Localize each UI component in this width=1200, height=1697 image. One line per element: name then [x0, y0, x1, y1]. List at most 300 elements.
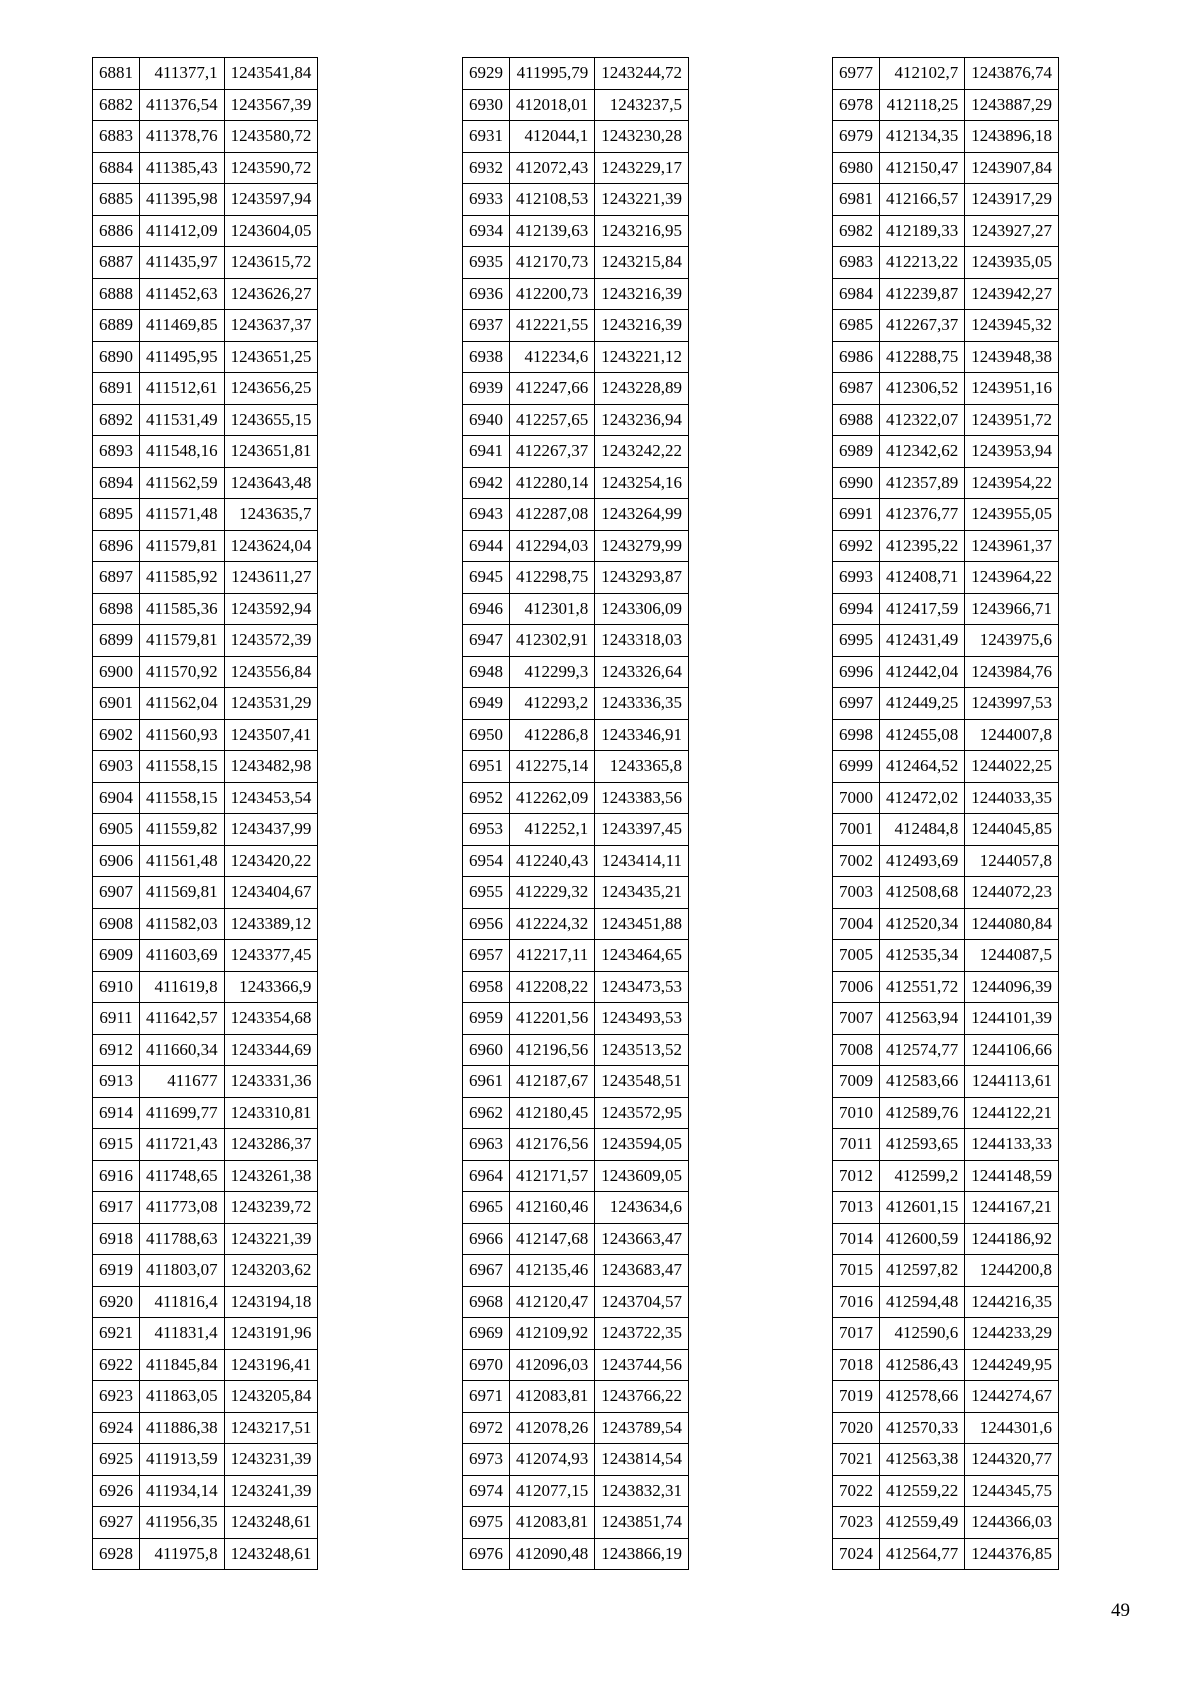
table-row [463, 152, 689, 184]
point-number-cell: 6991 [833, 499, 880, 531]
y-coordinate-cell: 1243306,09 [595, 593, 689, 625]
table-row [833, 751, 1059, 783]
point-number-cell: 7004 [833, 908, 880, 940]
point-number-cell: 6911 [93, 1003, 140, 1035]
x-coordinate-cell: 411831,4 [140, 1318, 225, 1350]
table-row [833, 971, 1059, 1003]
x-coordinate-cell: 411412,09 [140, 215, 225, 247]
table-row [833, 814, 1059, 846]
x-coordinate-cell: 412578,66 [880, 1381, 965, 1413]
table-row [463, 58, 689, 90]
y-coordinate-cell: 1243704,57 [595, 1286, 689, 1318]
x-coordinate-cell: 412224,32 [510, 908, 595, 940]
y-coordinate-cell: 1243961,37 [965, 530, 1059, 562]
point-number-cell: 6890 [93, 341, 140, 373]
point-number-cell: 6998 [833, 719, 880, 751]
table-row [833, 625, 1059, 657]
y-coordinate-cell: 1243948,38 [965, 341, 1059, 373]
table-row [833, 247, 1059, 279]
point-number-cell: 6919 [93, 1255, 140, 1287]
point-number-cell: 6926 [93, 1475, 140, 1507]
y-coordinate-cell: 1244080,84 [965, 908, 1059, 940]
point-number-cell: 6976 [463, 1538, 510, 1570]
point-number-cell: 6996 [833, 656, 880, 688]
y-coordinate-cell: 1243907,84 [965, 152, 1059, 184]
point-number-cell: 7005 [833, 940, 880, 972]
y-coordinate-cell: 1243975,6 [965, 625, 1059, 657]
point-number-cell: 6938 [463, 341, 510, 373]
y-coordinate-cell: 1243404,67 [224, 877, 318, 909]
y-coordinate-cell: 1243766,22 [595, 1381, 689, 1413]
x-coordinate-cell: 411469,85 [140, 310, 225, 342]
x-coordinate-cell: 411788,63 [140, 1223, 225, 1255]
table-row [833, 877, 1059, 909]
table-row [463, 1034, 689, 1066]
table-row [93, 1034, 318, 1066]
page-number: 49 [1111, 1600, 1130, 1621]
y-coordinate-cell: 1244133,33 [965, 1129, 1059, 1161]
point-number-cell: 6961 [463, 1066, 510, 1098]
y-coordinate-cell: 1244087,5 [965, 940, 1059, 972]
y-coordinate-cell: 1243236,94 [595, 404, 689, 436]
table-row [833, 1538, 1059, 1570]
y-coordinate-cell: 1243420,22 [224, 845, 318, 877]
x-coordinate-cell: 411531,49 [140, 404, 225, 436]
y-coordinate-cell: 1243244,72 [595, 58, 689, 90]
x-coordinate-cell: 412508,68 [880, 877, 965, 909]
x-coordinate-cell: 411585,92 [140, 562, 225, 594]
table-row [463, 467, 689, 499]
x-coordinate-cell: 411721,43 [140, 1129, 225, 1161]
y-coordinate-cell: 1243205,84 [224, 1381, 318, 1413]
y-coordinate-cell: 1244122,21 [965, 1097, 1059, 1129]
point-number-cell: 6906 [93, 845, 140, 877]
coordinate-table-2 [462, 57, 689, 1570]
x-coordinate-cell: 412417,59 [880, 593, 965, 625]
y-coordinate-cell: 1243507,41 [224, 719, 318, 751]
y-coordinate-cell: 1243626,27 [224, 278, 318, 310]
y-coordinate-cell: 1244249,95 [965, 1349, 1059, 1381]
x-coordinate-cell: 411558,15 [140, 782, 225, 814]
x-coordinate-cell: 411913,59 [140, 1444, 225, 1476]
point-number-cell: 6916 [93, 1160, 140, 1192]
point-number-cell: 6925 [93, 1444, 140, 1476]
point-number-cell: 6903 [93, 751, 140, 783]
y-coordinate-cell: 1244113,61 [965, 1066, 1059, 1098]
x-coordinate-cell: 411395,98 [140, 184, 225, 216]
table-row [833, 782, 1059, 814]
point-number-cell: 6921 [93, 1318, 140, 1350]
table-row [833, 278, 1059, 310]
point-number-cell: 6881 [93, 58, 140, 90]
x-coordinate-cell: 412187,67 [510, 1066, 595, 1098]
table-row [463, 1538, 689, 1570]
x-coordinate-cell: 412570,33 [880, 1412, 965, 1444]
x-coordinate-cell: 411579,81 [140, 530, 225, 562]
point-number-cell: 6997 [833, 688, 880, 720]
table-row [93, 908, 318, 940]
point-number-cell: 6950 [463, 719, 510, 751]
point-number-cell: 6977 [833, 58, 880, 90]
x-coordinate-cell: 412166,57 [880, 184, 965, 216]
table-row [93, 814, 318, 846]
table-row [463, 562, 689, 594]
y-coordinate-cell: 1243651,25 [224, 341, 318, 373]
y-coordinate-cell: 1243231,39 [224, 1444, 318, 1476]
x-coordinate-cell: 412176,56 [510, 1129, 595, 1161]
table-row [93, 877, 318, 909]
table-row [833, 656, 1059, 688]
point-number-cell: 6980 [833, 152, 880, 184]
point-number-cell: 6943 [463, 499, 510, 531]
x-coordinate-cell: 411886,38 [140, 1412, 225, 1444]
table-row [463, 1318, 689, 1350]
y-coordinate-cell: 1243789,54 [595, 1412, 689, 1444]
x-coordinate-cell: 411699,77 [140, 1097, 225, 1129]
y-coordinate-cell: 1244366,03 [965, 1507, 1059, 1539]
x-coordinate-cell: 412583,66 [880, 1066, 965, 1098]
y-coordinate-cell: 1243887,29 [965, 89, 1059, 121]
point-number-cell: 6884 [93, 152, 140, 184]
y-coordinate-cell: 1243435,21 [595, 877, 689, 909]
table-row [93, 1003, 318, 1035]
x-coordinate-cell: 412083,81 [510, 1507, 595, 1539]
table-row [93, 940, 318, 972]
x-coordinate-cell: 412442,04 [880, 656, 965, 688]
point-number-cell: 6908 [93, 908, 140, 940]
point-number-cell: 7013 [833, 1192, 880, 1224]
x-coordinate-cell: 412208,22 [510, 971, 595, 1003]
x-coordinate-cell: 411975,8 [140, 1538, 225, 1570]
point-number-cell: 6915 [93, 1129, 140, 1161]
table-row [463, 341, 689, 373]
point-number-cell: 6993 [833, 562, 880, 594]
point-number-cell: 6964 [463, 1160, 510, 1192]
table-row [463, 215, 689, 247]
x-coordinate-cell: 412213,22 [880, 247, 965, 279]
x-coordinate-cell: 412600,59 [880, 1223, 965, 1255]
point-number-cell: 6917 [93, 1192, 140, 1224]
point-number-cell: 6939 [463, 373, 510, 405]
table-row [833, 688, 1059, 720]
y-coordinate-cell: 1243556,84 [224, 656, 318, 688]
point-number-cell: 6886 [93, 215, 140, 247]
table-row [93, 1412, 318, 1444]
table-row [833, 940, 1059, 972]
x-coordinate-cell: 411558,15 [140, 751, 225, 783]
x-coordinate-cell: 412594,48 [880, 1286, 965, 1318]
x-coordinate-cell: 411816,4 [140, 1286, 225, 1318]
y-coordinate-cell: 1243377,45 [224, 940, 318, 972]
x-coordinate-cell: 411845,84 [140, 1349, 225, 1381]
point-number-cell: 7009 [833, 1066, 880, 1098]
x-coordinate-cell: 412160,46 [510, 1192, 595, 1224]
x-coordinate-cell: 412301,8 [510, 593, 595, 625]
table-row [463, 1066, 689, 1098]
point-number-cell: 7000 [833, 782, 880, 814]
y-coordinate-cell: 1243615,72 [224, 247, 318, 279]
x-coordinate-cell: 412563,94 [880, 1003, 965, 1035]
y-coordinate-cell: 1243493,53 [595, 1003, 689, 1035]
x-coordinate-cell: 412240,43 [510, 845, 595, 877]
y-coordinate-cell: 1243866,19 [595, 1538, 689, 1570]
table-row [833, 530, 1059, 562]
x-coordinate-cell: 412229,32 [510, 877, 595, 909]
table-row [93, 1286, 318, 1318]
table-row [463, 1412, 689, 1444]
point-number-cell: 6882 [93, 89, 140, 121]
point-number-cell: 6981 [833, 184, 880, 216]
y-coordinate-cell: 1243203,62 [224, 1255, 318, 1287]
y-coordinate-cell: 1243896,18 [965, 121, 1059, 153]
y-coordinate-cell: 1244096,39 [965, 971, 1059, 1003]
y-coordinate-cell: 1243604,05 [224, 215, 318, 247]
table-row [463, 1349, 689, 1381]
point-number-cell: 6960 [463, 1034, 510, 1066]
x-coordinate-cell: 411995,79 [510, 58, 595, 90]
table-row [93, 1097, 318, 1129]
point-number-cell: 6965 [463, 1192, 510, 1224]
y-coordinate-cell: 1243365,8 [595, 751, 689, 783]
point-number-cell: 7010 [833, 1097, 880, 1129]
point-number-cell: 6974 [463, 1475, 510, 1507]
point-number-cell: 6937 [463, 310, 510, 342]
y-coordinate-cell: 1243624,04 [224, 530, 318, 562]
y-coordinate-cell: 1243354,68 [224, 1003, 318, 1035]
point-number-cell: 6979 [833, 121, 880, 153]
table-row [463, 814, 689, 846]
point-number-cell: 6975 [463, 1507, 510, 1539]
point-number-cell: 6947 [463, 625, 510, 657]
point-number-cell: 6922 [93, 1349, 140, 1381]
point-number-cell: 6896 [93, 530, 140, 562]
table-row [833, 1066, 1059, 1098]
point-number-cell: 6968 [463, 1286, 510, 1318]
x-coordinate-cell: 412109,92 [510, 1318, 595, 1350]
point-number-cell: 7024 [833, 1538, 880, 1570]
x-coordinate-cell: 412376,77 [880, 499, 965, 531]
x-coordinate-cell: 411562,59 [140, 467, 225, 499]
y-coordinate-cell: 1244301,6 [965, 1412, 1059, 1444]
table-row [93, 593, 318, 625]
table-row [833, 1381, 1059, 1413]
table-row [463, 530, 689, 562]
x-coordinate-cell: 412559,22 [880, 1475, 965, 1507]
y-coordinate-cell: 1244101,39 [965, 1003, 1059, 1035]
y-coordinate-cell: 1243216,39 [595, 278, 689, 310]
table-row [833, 89, 1059, 121]
point-number-cell: 6897 [93, 562, 140, 594]
table-row [93, 751, 318, 783]
y-coordinate-cell: 1243935,05 [965, 247, 1059, 279]
point-number-cell: 6913 [93, 1066, 140, 1098]
point-number-cell: 6888 [93, 278, 140, 310]
y-coordinate-cell: 1243437,99 [224, 814, 318, 846]
table-row [463, 940, 689, 972]
point-number-cell: 6932 [463, 152, 510, 184]
y-coordinate-cell: 1243279,99 [595, 530, 689, 562]
table-row [93, 1066, 318, 1098]
table-row [463, 625, 689, 657]
x-coordinate-cell: 412294,03 [510, 530, 595, 562]
point-number-cell: 7008 [833, 1034, 880, 1066]
y-coordinate-cell: 1243951,72 [965, 404, 1059, 436]
x-coordinate-cell: 411603,69 [140, 940, 225, 972]
table-row [833, 404, 1059, 436]
x-coordinate-cell: 411561,48 [140, 845, 225, 877]
x-coordinate-cell: 412455,08 [880, 719, 965, 751]
y-coordinate-cell: 1243242,22 [595, 436, 689, 468]
y-coordinate-cell: 1243230,28 [595, 121, 689, 153]
point-number-cell: 7017 [833, 1318, 880, 1350]
x-coordinate-cell: 412280,14 [510, 467, 595, 499]
table-row [93, 1192, 318, 1224]
table-row [93, 278, 318, 310]
table-row [833, 1349, 1059, 1381]
x-coordinate-cell: 412551,72 [880, 971, 965, 1003]
y-coordinate-cell: 1243531,29 [224, 688, 318, 720]
x-coordinate-cell: 412139,63 [510, 215, 595, 247]
table-row [93, 971, 318, 1003]
point-number-cell: 7014 [833, 1223, 880, 1255]
y-coordinate-cell: 1243248,61 [224, 1538, 318, 1570]
y-coordinate-cell: 1243634,6 [595, 1192, 689, 1224]
point-number-cell: 6933 [463, 184, 510, 216]
table-row [93, 152, 318, 184]
point-number-cell: 6948 [463, 656, 510, 688]
x-coordinate-cell: 411619,8 [140, 971, 225, 1003]
y-coordinate-cell: 1243832,31 [595, 1475, 689, 1507]
table-row [463, 593, 689, 625]
y-coordinate-cell: 1243248,61 [224, 1507, 318, 1539]
point-number-cell: 7022 [833, 1475, 880, 1507]
x-coordinate-cell: 412408,71 [880, 562, 965, 594]
point-number-cell: 6918 [93, 1223, 140, 1255]
x-coordinate-cell: 412257,65 [510, 404, 595, 436]
point-number-cell: 6942 [463, 467, 510, 499]
y-coordinate-cell: 1243876,74 [965, 58, 1059, 90]
table-row [463, 1444, 689, 1476]
table-row [463, 688, 689, 720]
point-number-cell: 7015 [833, 1255, 880, 1287]
y-coordinate-cell: 1243237,5 [595, 89, 689, 121]
x-coordinate-cell: 411570,92 [140, 656, 225, 688]
x-coordinate-cell: 412170,73 [510, 247, 595, 279]
table-row [93, 1129, 318, 1161]
x-coordinate-cell: 411579,81 [140, 625, 225, 657]
x-coordinate-cell: 412096,03 [510, 1349, 595, 1381]
x-coordinate-cell: 412306,52 [880, 373, 965, 405]
point-number-cell: 6969 [463, 1318, 510, 1350]
x-coordinate-cell: 412102,7 [880, 58, 965, 90]
x-coordinate-cell: 412150,47 [880, 152, 965, 184]
point-number-cell: 6992 [833, 530, 880, 562]
y-coordinate-cell: 1243344,69 [224, 1034, 318, 1066]
point-number-cell: 6982 [833, 215, 880, 247]
point-number-cell: 6912 [93, 1034, 140, 1066]
y-coordinate-cell: 1243637,37 [224, 310, 318, 342]
table-row [463, 247, 689, 279]
x-coordinate-cell: 412472,02 [880, 782, 965, 814]
y-coordinate-cell: 1243326,64 [595, 656, 689, 688]
y-coordinate-cell: 1244033,35 [965, 782, 1059, 814]
x-coordinate-cell: 411548,16 [140, 436, 225, 468]
x-coordinate-cell: 411660,34 [140, 1034, 225, 1066]
y-coordinate-cell: 1243594,05 [595, 1129, 689, 1161]
y-coordinate-cell: 1243464,65 [595, 940, 689, 972]
x-coordinate-cell: 411385,43 [140, 152, 225, 184]
table-row [93, 625, 318, 657]
point-number-cell: 6994 [833, 593, 880, 625]
y-coordinate-cell: 1243336,35 [595, 688, 689, 720]
x-coordinate-cell: 412078,26 [510, 1412, 595, 1444]
y-coordinate-cell: 1243611,27 [224, 562, 318, 594]
table-row [833, 1286, 1059, 1318]
table-row [463, 310, 689, 342]
point-number-cell: 6963 [463, 1129, 510, 1161]
x-coordinate-cell: 412589,76 [880, 1097, 965, 1129]
point-number-cell: 7020 [833, 1412, 880, 1444]
x-coordinate-cell: 412118,25 [880, 89, 965, 121]
x-coordinate-cell: 412298,75 [510, 562, 595, 594]
x-coordinate-cell: 412234,6 [510, 341, 595, 373]
x-coordinate-cell: 412574,77 [880, 1034, 965, 1066]
table-row [833, 184, 1059, 216]
point-number-cell: 6900 [93, 656, 140, 688]
table-row [93, 247, 318, 279]
y-coordinate-cell: 1244233,29 [965, 1318, 1059, 1350]
x-coordinate-cell: 411956,35 [140, 1507, 225, 1539]
table-row [93, 215, 318, 247]
y-coordinate-cell: 1243917,29 [965, 184, 1059, 216]
y-coordinate-cell: 1243942,27 [965, 278, 1059, 310]
y-coordinate-cell: 1243221,39 [595, 184, 689, 216]
y-coordinate-cell: 1243548,51 [595, 1066, 689, 1098]
point-number-cell: 6891 [93, 373, 140, 405]
y-coordinate-cell: 1243597,94 [224, 184, 318, 216]
y-coordinate-cell: 1243473,53 [595, 971, 689, 1003]
point-number-cell: 6987 [833, 373, 880, 405]
x-coordinate-cell: 411803,07 [140, 1255, 225, 1287]
point-number-cell: 6936 [463, 278, 510, 310]
x-coordinate-cell: 412262,09 [510, 782, 595, 814]
point-number-cell: 6995 [833, 625, 880, 657]
point-number-cell: 6956 [463, 908, 510, 940]
x-coordinate-cell: 412275,14 [510, 751, 595, 783]
x-coordinate-cell: 412083,81 [510, 1381, 595, 1413]
y-coordinate-cell: 1243217,51 [224, 1412, 318, 1444]
y-coordinate-cell: 1243331,36 [224, 1066, 318, 1098]
table-row [93, 58, 318, 90]
y-coordinate-cell: 1243951,16 [965, 373, 1059, 405]
point-number-cell: 6958 [463, 971, 510, 1003]
x-coordinate-cell: 412239,87 [880, 278, 965, 310]
table-row [833, 1507, 1059, 1539]
x-coordinate-cell: 412217,11 [510, 940, 595, 972]
x-coordinate-cell: 412322,07 [880, 404, 965, 436]
point-number-cell: 6924 [93, 1412, 140, 1444]
point-number-cell: 7016 [833, 1286, 880, 1318]
table-row [463, 908, 689, 940]
y-coordinate-cell: 1243221,12 [595, 341, 689, 373]
table-row [833, 1444, 1059, 1476]
x-coordinate-cell: 411571,48 [140, 499, 225, 531]
point-number-cell: 6957 [463, 940, 510, 972]
table-row [833, 845, 1059, 877]
x-coordinate-cell: 411378,76 [140, 121, 225, 153]
point-number-cell: 6885 [93, 184, 140, 216]
point-number-cell: 6901 [93, 688, 140, 720]
